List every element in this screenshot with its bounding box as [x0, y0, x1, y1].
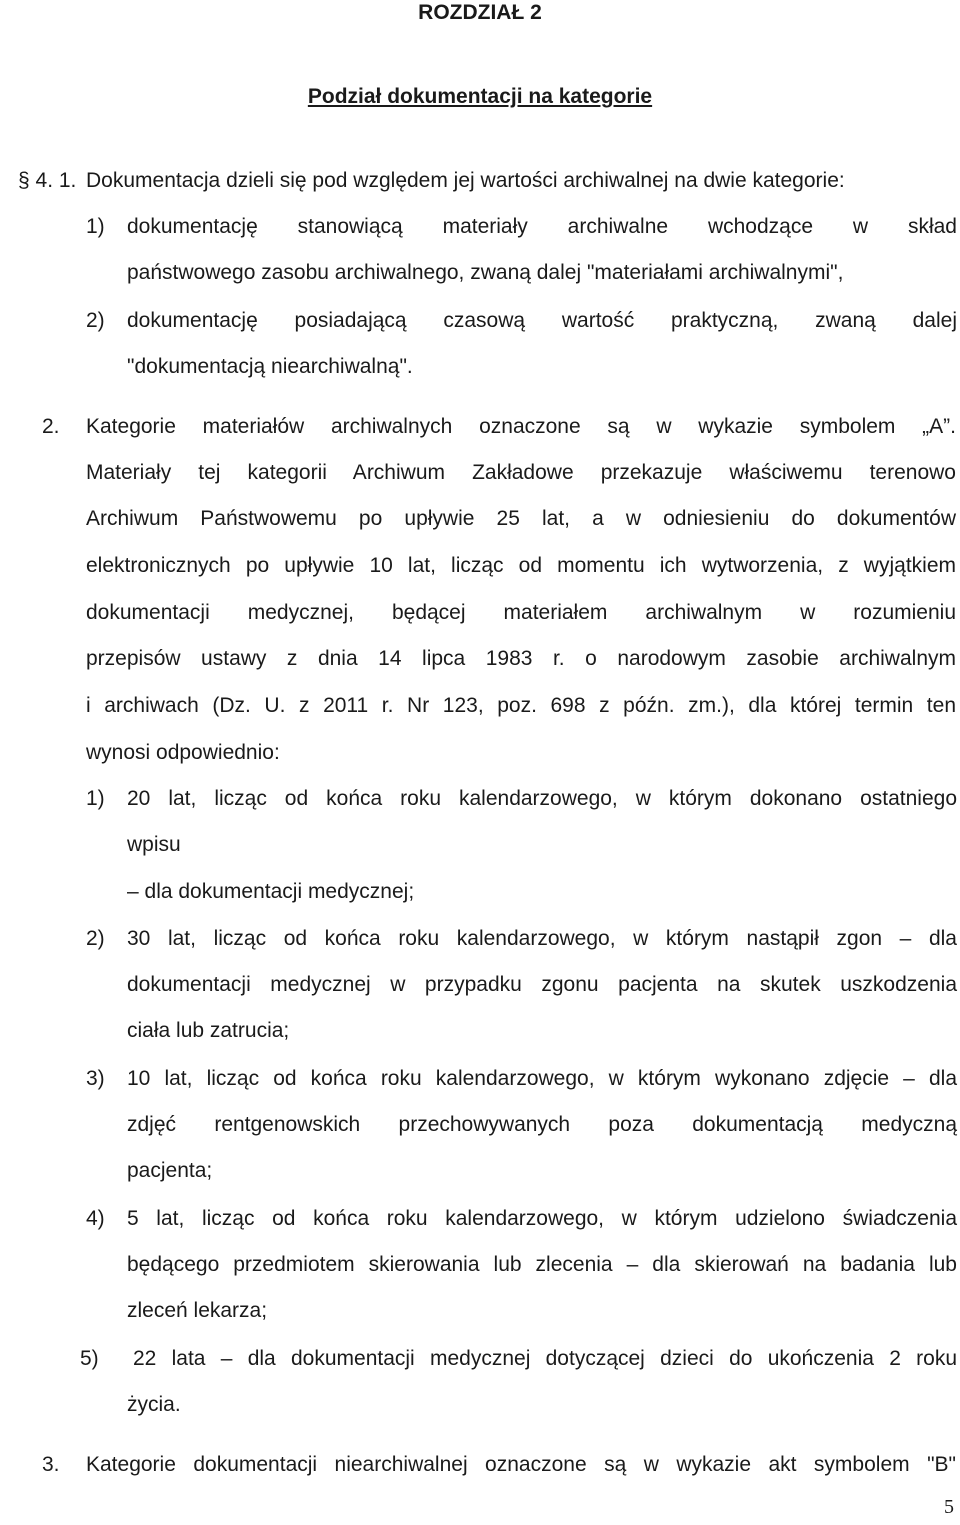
- paragraph-line: Materiały tej kategorii Archiwum Zakładowe przekazuje właściwemu terenowo: [86, 461, 956, 484]
- list-item-line: 22 lata – dla dokumentacji medycznej dotyczącej dzieci do ukończenia 2 roku: [133, 1347, 957, 1370]
- list-item-line: 20 lat, licząc od końca roku kalendarzowego, w którym dokonano ostatniego: [127, 787, 957, 810]
- list-item-line: dokumentację posiadającą czasową wartość praktyczną, zwaną dalej: [127, 309, 957, 332]
- paragraph-line: Kategorie materiałów archiwalnych oznaczone są w wykazie symbolem „A”.: [86, 415, 956, 438]
- paragraph-line: elektronicznych po upływie 10 lat, licząc od momentu ich wytworzenia, z wyjątkiem: [86, 554, 956, 577]
- list-number: 4): [86, 1207, 105, 1230]
- list-item-line: 30 lat, licząc od końca roku kalendarzowego, w którym nastąpił zgon – dla: [127, 927, 957, 950]
- list-number: 3): [86, 1067, 105, 1090]
- paragraph-number: 3.: [42, 1453, 60, 1476]
- page-number: 5: [944, 1496, 954, 1518]
- list-number: 1): [86, 787, 105, 810]
- list-item-line: zdjęć rentgenowskich przechowywanych poza dokumentacją medyczną: [127, 1113, 957, 1136]
- list-number: 2): [86, 309, 105, 332]
- paragraph-line: Kategorie dokumentacji niearchiwalnej oznaczone są w wykazie akt symbolem "B": [86, 1453, 956, 1476]
- list-item-line: dokumentację stanowiącą materiały archiwalne wchodzące w skład: [127, 215, 957, 238]
- list-item-line: 5 lat, licząc od końca roku kalendarzowego, w którym udzielono świadczenia: [127, 1207, 957, 1230]
- section-intro: Dokumentacja dzieli się pod względem jej wartości archiwalnej na dwie kategorie:: [86, 169, 845, 192]
- paragraph-marker: § 4. 1.: [18, 169, 77, 192]
- list-item-line: będącego przedmiotem skierowania lub zlecenia – dla skierowań na badania lub: [127, 1253, 957, 1276]
- paragraph-number: 2.: [42, 415, 60, 438]
- list-number: 5): [80, 1347, 99, 1370]
- list-item-line: pacjenta;: [127, 1159, 213, 1182]
- list-item-line: zleceń lekarza;: [127, 1299, 268, 1322]
- paragraph-line: Archiwum Państwowemu po upływie 25 lat, a w odniesieniu do dokumentów: [86, 507, 956, 530]
- list-number: 1): [86, 215, 105, 238]
- paragraph-line: i archiwach (Dz. U. z 2011 r. Nr 123, poz. 698 z późn. zm.), dla której termin ten: [86, 694, 956, 717]
- list-number: 2): [86, 927, 105, 950]
- chapter-title: [0, 84, 960, 110]
- list-item-line: – dla dokumentacji medycznej;: [127, 880, 415, 903]
- paragraph-line: przepisów ustawy z dnia 14 lipca 1983 r. o narodowym zasobie archiwalnym: [86, 647, 956, 670]
- list-item-line: dokumentacji medycznej w przypadku zgonu pacjenta na skutek uszkodzenia: [127, 973, 957, 996]
- list-item-line: 10 lat, licząc od końca roku kalendarzowego, w którym wykonano zdjęcie – dla: [127, 1067, 957, 1090]
- paragraph-line: dokumentacji medycznej, będącej materiałem archiwalnym w rozumieniu: [86, 601, 956, 624]
- list-item-line: wpisu: [127, 833, 181, 856]
- list-item-line: ciała lub zatrucia;: [127, 1019, 290, 1042]
- list-item-line: "dokumentacją niearchiwalną".: [127, 355, 413, 378]
- chapter-title-text: Podział dokumentacji na kategorie: [307, 85, 653, 108]
- list-item-line: życia.: [127, 1393, 181, 1416]
- chapter-heading: ROZDZIAŁ 2: [418, 1, 542, 24]
- list-item-line: państwowego zasobu archiwalnego, zwaną dalej "materiałami archiwalnymi",: [127, 261, 844, 284]
- paragraph-line: wynosi odpowiednio:: [86, 741, 280, 764]
